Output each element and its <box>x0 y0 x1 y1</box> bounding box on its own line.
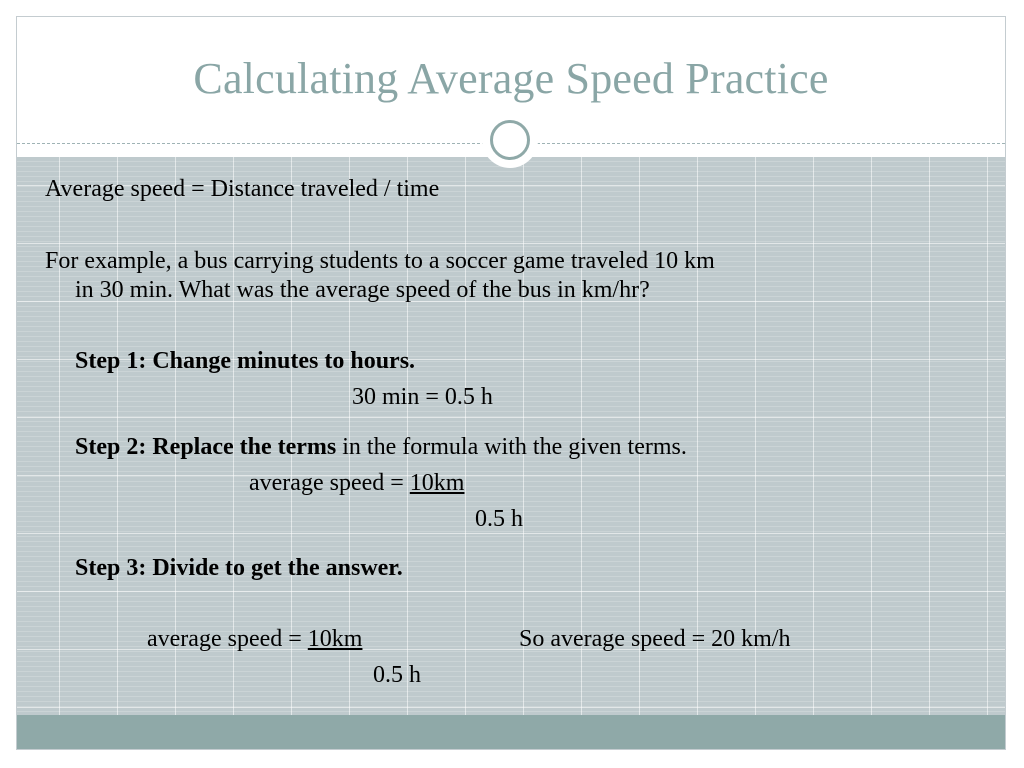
step2-denominator: 0.5 h <box>475 506 523 532</box>
circle-ornament-icon <box>485 115 535 165</box>
step3-numerator: 10km <box>307 626 363 652</box>
step3-formula <box>147 625 362 653</box>
slide-title: Calculating Average Speed Practice <box>193 54 829 103</box>
step2-heading <box>75 433 687 461</box>
example-line-1: For example, a bus carrying students to a soccer game traveled 10 km <box>45 248 715 274</box>
slide-frame <box>16 16 1006 750</box>
step2-heading-bold: Step 2: Replace the terms <box>75 434 337 460</box>
example-line-2: in 30 min. What was the average speed of the bus in km/hr? <box>75 277 650 303</box>
step3-answer: So average speed = 20 km/h <box>519 626 791 652</box>
step2-lhs: average speed = <box>249 470 410 496</box>
step3-heading: Step 3: Divide to get the answer. <box>75 555 403 581</box>
step3-lhs: average speed = <box>147 626 308 652</box>
footer-band <box>17 715 1005 749</box>
circle-ornament-inner <box>490 120 530 160</box>
formula-line: Average speed = Distance traveled / time <box>45 176 440 202</box>
step2-numerator: 10km <box>409 470 465 496</box>
step2-formula <box>249 469 464 497</box>
step3-denominator: 0.5 h <box>373 662 421 688</box>
step2-heading-rest: in the formula with the given terms. <box>336 434 687 460</box>
step1-conversion: 30 min = 0.5 h <box>352 384 493 410</box>
step1-heading: Step 1: Change minutes to hours. <box>75 348 416 374</box>
